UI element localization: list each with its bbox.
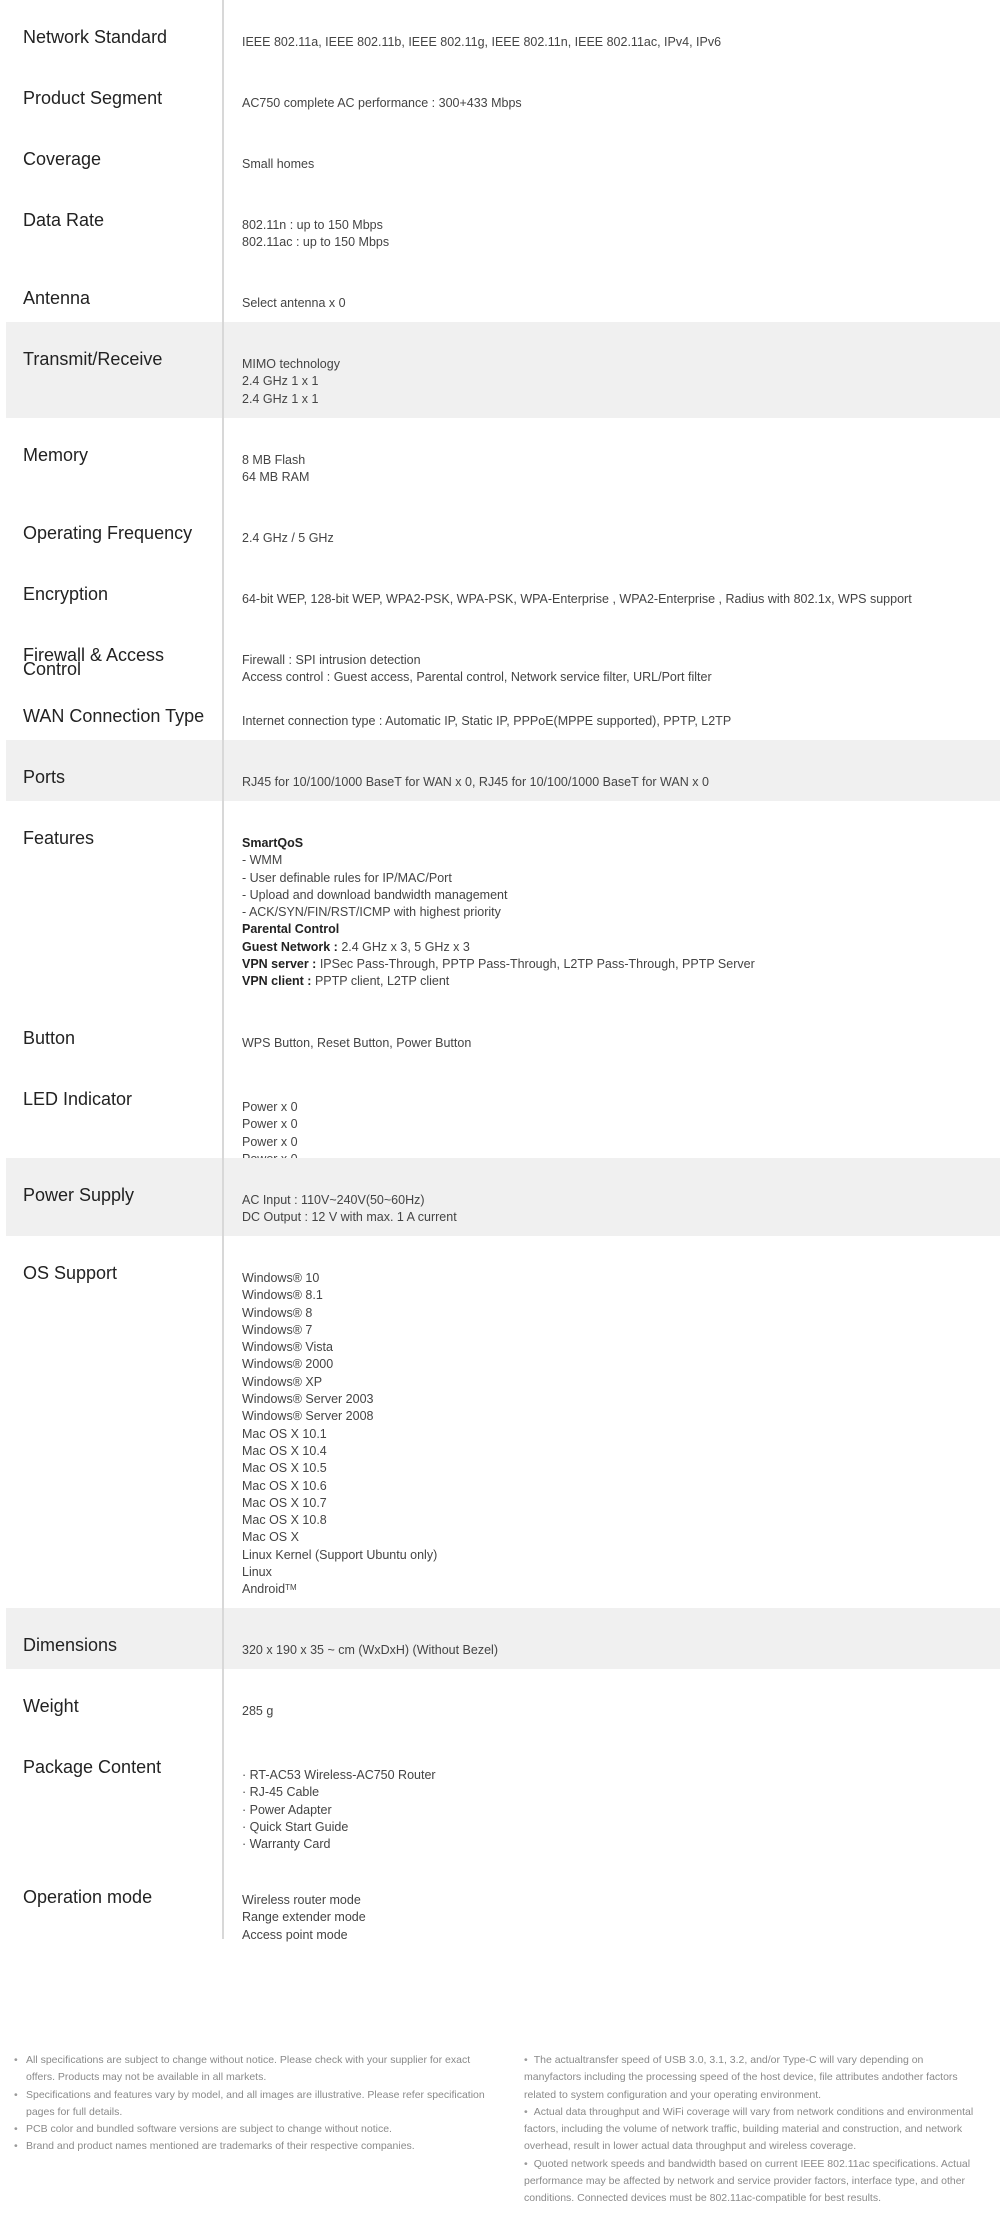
spec-label: Product Segment [6, 61, 224, 122]
spec-value: Small homes [242, 157, 315, 171]
spec-value: 8 MB Flash 64 MB RAM [242, 453, 310, 485]
spec-value: Internet connection type : Automatic IP, Static IP, PPPoE(MPPE supported), PPTP, L2TP [242, 714, 732, 728]
spec-label: Package Content [6, 1730, 224, 1860]
spec-row-operation-mode [6, 1860, 1000, 1942]
spec-row-data-rate [6, 183, 1000, 261]
spec-label: Dimensions [6, 1608, 224, 1669]
spec-row-power-supply [6, 1158, 1000, 1236]
spec-value: AC750 complete AC performance : 300+433 Mbps [242, 96, 522, 110]
spec-row-firewall [6, 618, 1000, 685]
spec-value: RJ45 for 10/100/1000 BaseT for WAN x 0, RJ45 for 10/100/1000 BaseT for WAN x 0 [242, 775, 709, 789]
spec-row-encryption [6, 557, 1000, 618]
spec-table [6, 0, 1000, 1942]
spec-label: LED Indicator [6, 1062, 224, 1158]
footnote-item: • Specifications and features vary by model, and all images are illustrative. Please refer specification pages for full details. [14, 2087, 500, 2122]
spec-label: Transmit/Receive [6, 322, 224, 418]
spec-value: Select antenna x 0 [242, 296, 346, 310]
spec-row-operating-frequency [6, 496, 1000, 557]
spec-label: Firewall & Access Control [6, 618, 224, 679]
spec-value: MIMO technology 2.4 GHz 1 x 1 2.4 GHz 1 x 1 [242, 357, 340, 406]
spec-row-coverage [6, 122, 1000, 183]
spec-row-transmit-receive [6, 322, 1000, 418]
spec-label: Power Supply [6, 1158, 224, 1236]
footnote-item: • All specifications are subject to change without notice. Please check with your supplier for exact offers. Products may not be available in all markets. [14, 2052, 500, 2087]
spec-label: OS Support [6, 1236, 224, 1608]
spec-row-button [6, 1001, 1000, 1062]
spec-row-package-content [6, 1730, 1000, 1860]
spec-label: Antenna [6, 261, 224, 322]
spec-label: Memory [6, 418, 224, 496]
spec-label: Features [6, 801, 224, 1001]
spec-label: Encryption [6, 557, 224, 618]
spec-value: Wireless router mode Range extender mode Access point mode [242, 1893, 366, 1942]
spec-value: 2.4 GHz / 5 GHz [242, 531, 334, 545]
spec-label: Weight [6, 1669, 224, 1730]
spec-row-wan-connection-type [6, 679, 1000, 740]
spec-value: Windows® 10 Windows® 8.1 Windows® 8 Windows® 7 Windows® Vista Windows® 2000 Windows® XP Windows® Server 2003 Windows® Server 2008 Mac OS X 10.1 Mac OS X 10.4 Mac OS X 10.5 Mac OS X 10.6 Mac OS X 10.7 Mac OS X 10.8 Mac OS X Linux Kernel (Support Ubuntu only) Linux Android™ [242, 1271, 438, 1597]
spec-value: Firewall : SPI intrusion detection Access control : Guest access, Parental control, Network service filter, URL/Port filter [242, 653, 712, 685]
spec-value: 802.11n : up to 150 Mbps 802.11ac : up to 150 Mbps [242, 218, 390, 250]
spec-row-network-standard [6, 0, 1000, 61]
spec-value: IEEE 802.11a, IEEE 802.11b, IEEE 802.11g, IEEE 802.11n, IEEE 802.11ac, IPv4, IPv6 [242, 35, 722, 49]
footnotes [0, 2052, 1000, 2205]
spec-row-ports [6, 740, 1000, 801]
spec-row-features [6, 801, 1000, 1001]
spec-row-antenna [6, 261, 1000, 322]
footnote-item: • Brand and product names mentioned are trademarks of their respective companies. [14, 2138, 500, 2155]
spec-value: AC Input : 110V~240V(50~60Hz) DC Output : 12 V with max. 1 A current [242, 1193, 457, 1225]
spec-value: SmartQoS - WMM - User definable rules for IP/MAC/Port - Upload and download bandwidth management - ACK/SYN/FIN/RST/ICMP with highest priority Parental Control Guest Network : 2.4 GHz x 3, 5 GHz x 3 VPN server : IPSec Pass-Through, PPTP Pass-Through, L2TP Pass-Through, PPTP Server VPN client : PPTP client, L2TP client [242, 836, 755, 989]
footnote-item: • Quoted network speeds and bandwidth based on current IEEE 802.11ac specifications. Actual performance may be affected by network and service provider factors, interface type, and other conditions. Connected devices must be 802.11ac-compatible for best results. [524, 2156, 980, 2208]
spec-value: 64-bit WEP, 128-bit WEP, WPA2-PSK, WPA-PSK, WPA-Enterprise , WPA2-Enterprise , Radius with 802.1x, WPS support [242, 592, 912, 606]
spec-label: Coverage [6, 122, 224, 183]
spec-label: Operating Frequency [6, 496, 224, 557]
spec-row-led-indicator [6, 1062, 1000, 1158]
footnote-item: • PCB color and bundled software versions are subject to change without notice. [14, 2121, 500, 2138]
footnote-item: • The actualtransfer speed of USB 3.0, 3.1, 3.2, and/or Type-C will vary depending on manyfactors including the processing speed of the host device, file attributes andother factors related to system configuration and your operating environment. [524, 2052, 980, 2104]
spec-label: Network Standard [6, 0, 224, 61]
spec-label: Ports [6, 740, 224, 801]
footnotes-right [0, 2052, 1000, 2208]
spec-value: WPS Button, Reset Button, Power Button [242, 1036, 472, 1050]
spec-row-dimensions [6, 1608, 1000, 1669]
spec-row-memory [6, 418, 1000, 496]
footnote-item: • Actual data throughput and WiFi coverage will vary from network conditions and environmental factors, including the volume of network traffic, building material and construction, and network overhead, result in lower actual data throughput and wireless coverage. [524, 2104, 980, 2156]
spec-row-os-support [6, 1236, 1000, 1608]
spec-label: Data Rate [6, 183, 224, 261]
spec-value: 320 x 190 x 35 ~ cm (WxDxH) (Without Bezel) [242, 1643, 498, 1657]
spec-label: WAN Connection Type [6, 679, 224, 740]
spec-label: Button [6, 1001, 224, 1062]
spec-value: · RT-AC53 Wireless-AC750 Router · RJ-45 Cable · Power Adapter · Quick Start Guide · Warranty Card [242, 1768, 436, 1852]
spec-value: Power x 0 Power x 0 Power x 0 [242, 1100, 298, 1149]
spec-row-weight [6, 1669, 1000, 1730]
spec-label: Operation mode [6, 1860, 224, 1939]
spec-row-product-segment [6, 61, 1000, 122]
spec-value: 285 g [242, 1704, 274, 1718]
